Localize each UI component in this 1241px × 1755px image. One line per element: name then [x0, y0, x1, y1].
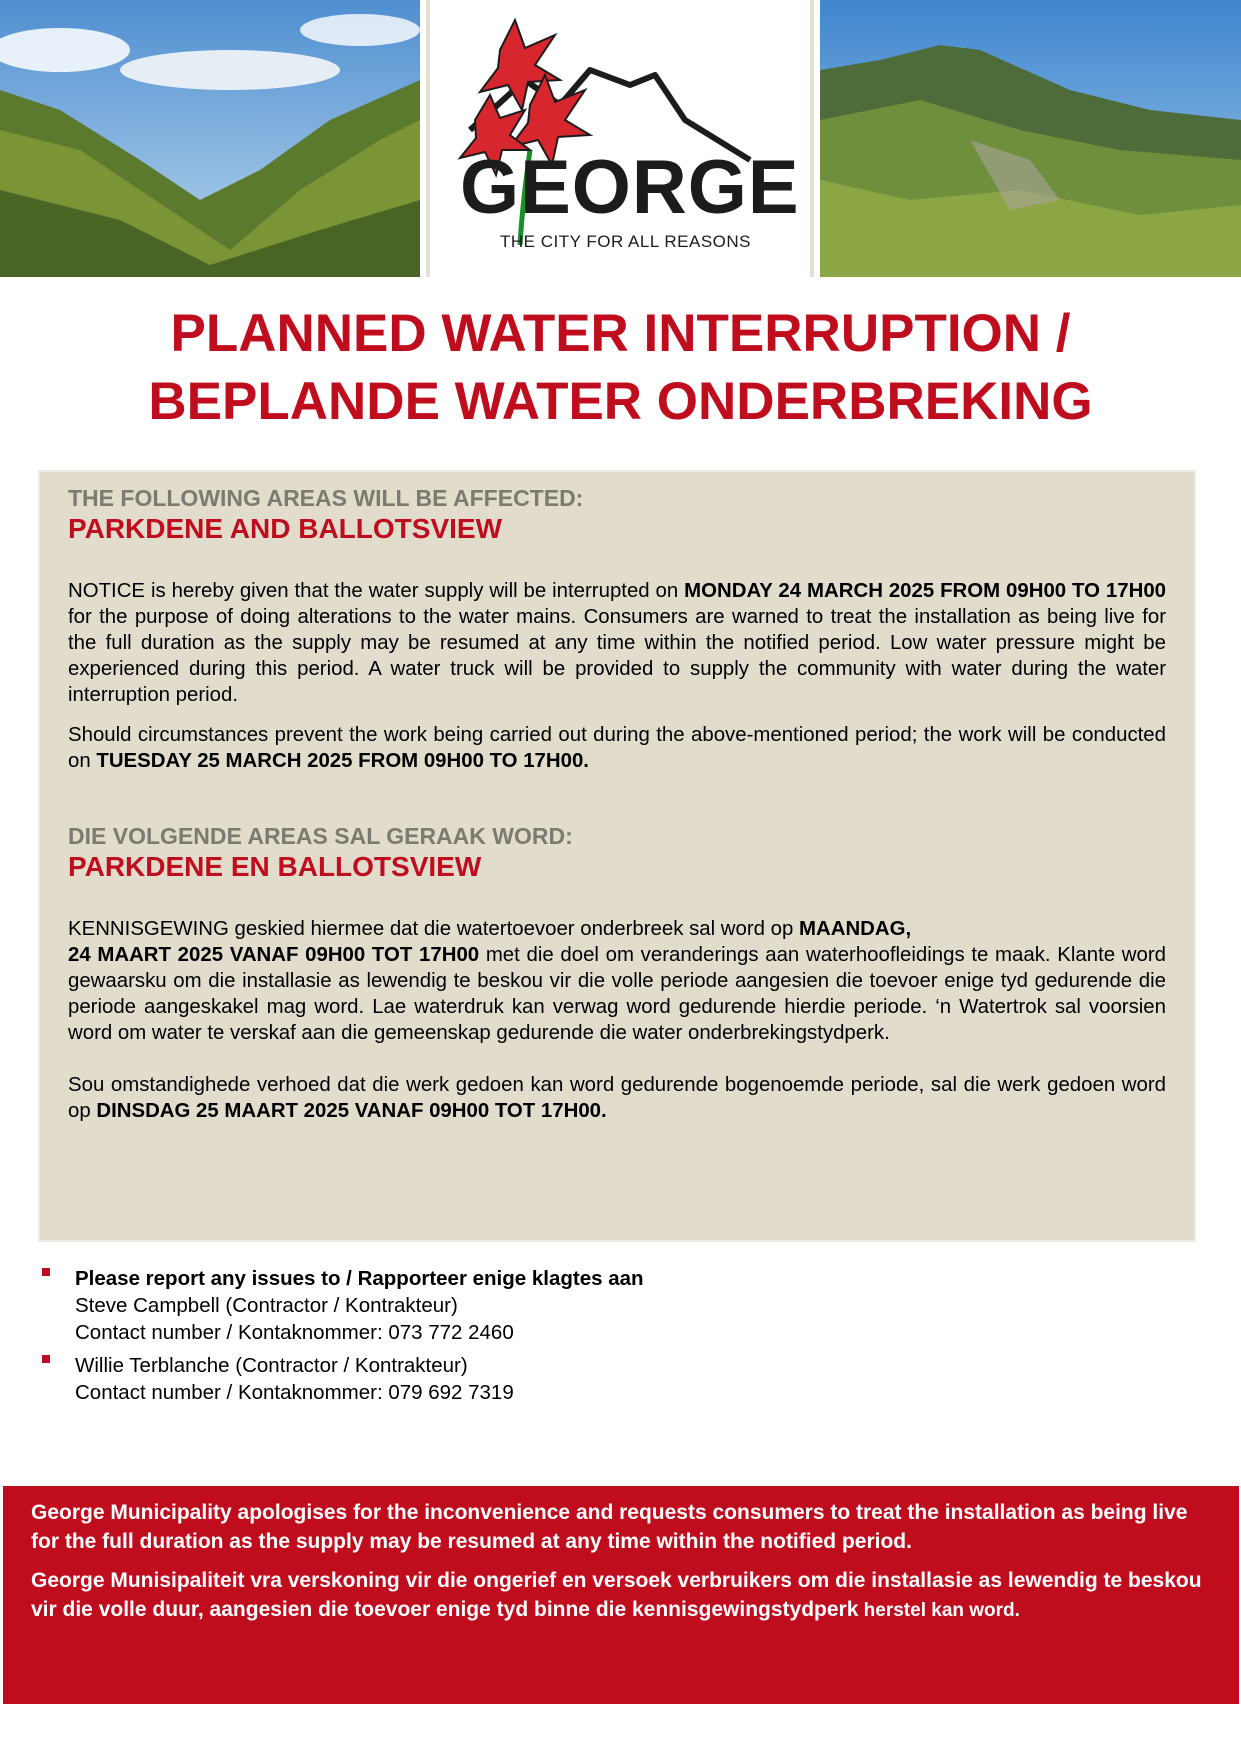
mountain-photo-left: [0, 0, 420, 277]
alternative-date-english: TUESDAY 25 MARCH 2025 FROM 09H00 TO 17H00.: [96, 750, 589, 772]
affected-label-english: THE FOLLOWING AREAS WILL BE AFFECTED:: [68, 485, 584, 511]
apology-afrikaans: George Munisipaliteit vra verskoning vir die ongerief en versoek verbruikers om die installasie as lewendig te beskou vir die volle duur, aangesien die toevoer enige tyd binne die kennisgewingstydperk herstel kan word.: [31, 1569, 1202, 1621]
notice-box: [38, 470, 1196, 1242]
interruption-date-english: MONDAY 24 MARCH 2025 FROM 09H00 TO 17H00: [684, 580, 1166, 602]
contact-item: [40, 1265, 940, 1346]
affected-areas-afrikaans: PARKDENE EN BALLOTSVIEW: [68, 851, 482, 882]
header-banner: [0, 0, 1241, 280]
bullet-icon: [42, 1355, 50, 1363]
affected-label-afrikaans: DIE VOLGENDE AREAS SAL GERAAK WORD:: [68, 823, 573, 849]
banner-divider: [810, 0, 814, 277]
apology-footer: [3, 1486, 1239, 1704]
logo-tagline: THE CITY FOR ALL REASONS: [500, 232, 752, 251]
contact-name: Steve Campbell (Contractor / Kontrakteur): [75, 1294, 458, 1317]
page-title: [0, 300, 1241, 436]
affected-areas-english: PARKDENE AND BALLOTSVIEW: [68, 513, 502, 544]
alternative-date-afrikaans: DINSDAG 25 MAART 2025 VANAF 09H00 TOT 17H00.: [96, 1100, 607, 1122]
interruption-date-afrikaans: 24 MAART 2025 VANAF 09H00 TOT 17H00: [68, 944, 480, 966]
title-line-english: PLANNED WATER INTERRUPTION /: [170, 304, 1071, 363]
apology-english: George Municipality apologises for the inconvenience and requests consumers to treat the installation as being live for the full duration as the supply may be resumed at any time within the notified period.: [31, 1501, 1188, 1553]
interruption-day-afrikaans: MAANDAG,: [799, 918, 912, 940]
contact-list: [40, 1265, 940, 1412]
contact-item: [40, 1352, 940, 1406]
contact-name: Willie Terblanche (Contractor / Kontrakteur): [75, 1354, 468, 1377]
report-issues-heading: Please report any issues to / Rapporteer enige klagtes aan: [75, 1267, 644, 1290]
contact-number: Contact number / Kontaknommer: 073 772 2460: [75, 1321, 514, 1344]
bullet-icon: [42, 1268, 50, 1276]
alternative-date-paragraph-afrikaans: Sou omstandighede verhoed dat die werk gedoen kan word gedurende bogenoemde periode, sal die werk gedoen word op DINSDAG 25 MAART 2025 VANAF 09H00 TOT 17H00.: [68, 1074, 1166, 1122]
logo-wordmark: GEORGE: [460, 145, 800, 230]
mountain-photo-right: [820, 0, 1241, 277]
title-line-afrikaans: BEPLANDE WATER ONDERBREKING: [148, 372, 1093, 431]
contact-number: Contact number / Kontaknommer: 079 692 7319: [75, 1381, 514, 1404]
notice-paragraph-english: NOTICE is hereby given that the water supply will be interrupted on MONDAY 24 MARCH 2025 FROM 09H00 TO 17H00 for the purpose of doing alterations to the water mains. Consumers are warned to treat the installation as being live for the full duration as the supply may be resumed at any time within the notified period. Low water pressure might be experienced during this period. A water truck will be provided to supply the community with water during the water interruption period.: [68, 580, 1166, 706]
notice-paragraph-afrikaans: KENNISGEWING geskied hiermee dat die watertoevoer onderbreek sal word op MAANDAG, 24 MAART 2025 VANAF 09H00 TOT 17H00 met die doel om veranderings aan waterhoofleidings te maak. Klante word gewaarsku om die installasie as lewendig te beskou vir die volle periode aangesien die toevoer enige tyd gedurende die periode aangeskakel mag word. Lae waterdruk kan verwag word gedurende hierdie periode. ‘n Watertrok sal voorsien word om water te verskaf aan die gemeenskap gedurende die water onderbrekingstydperk.: [68, 918, 1166, 1044]
george-logo: [430, 10, 810, 270]
alternative-date-paragraph-english: Should circumstances prevent the work being carried out during the above-mentioned period; the work will be conducted on TUESDAY 25 MARCH 2025 FROM 09H00 TO 17H00.: [68, 724, 1166, 772]
